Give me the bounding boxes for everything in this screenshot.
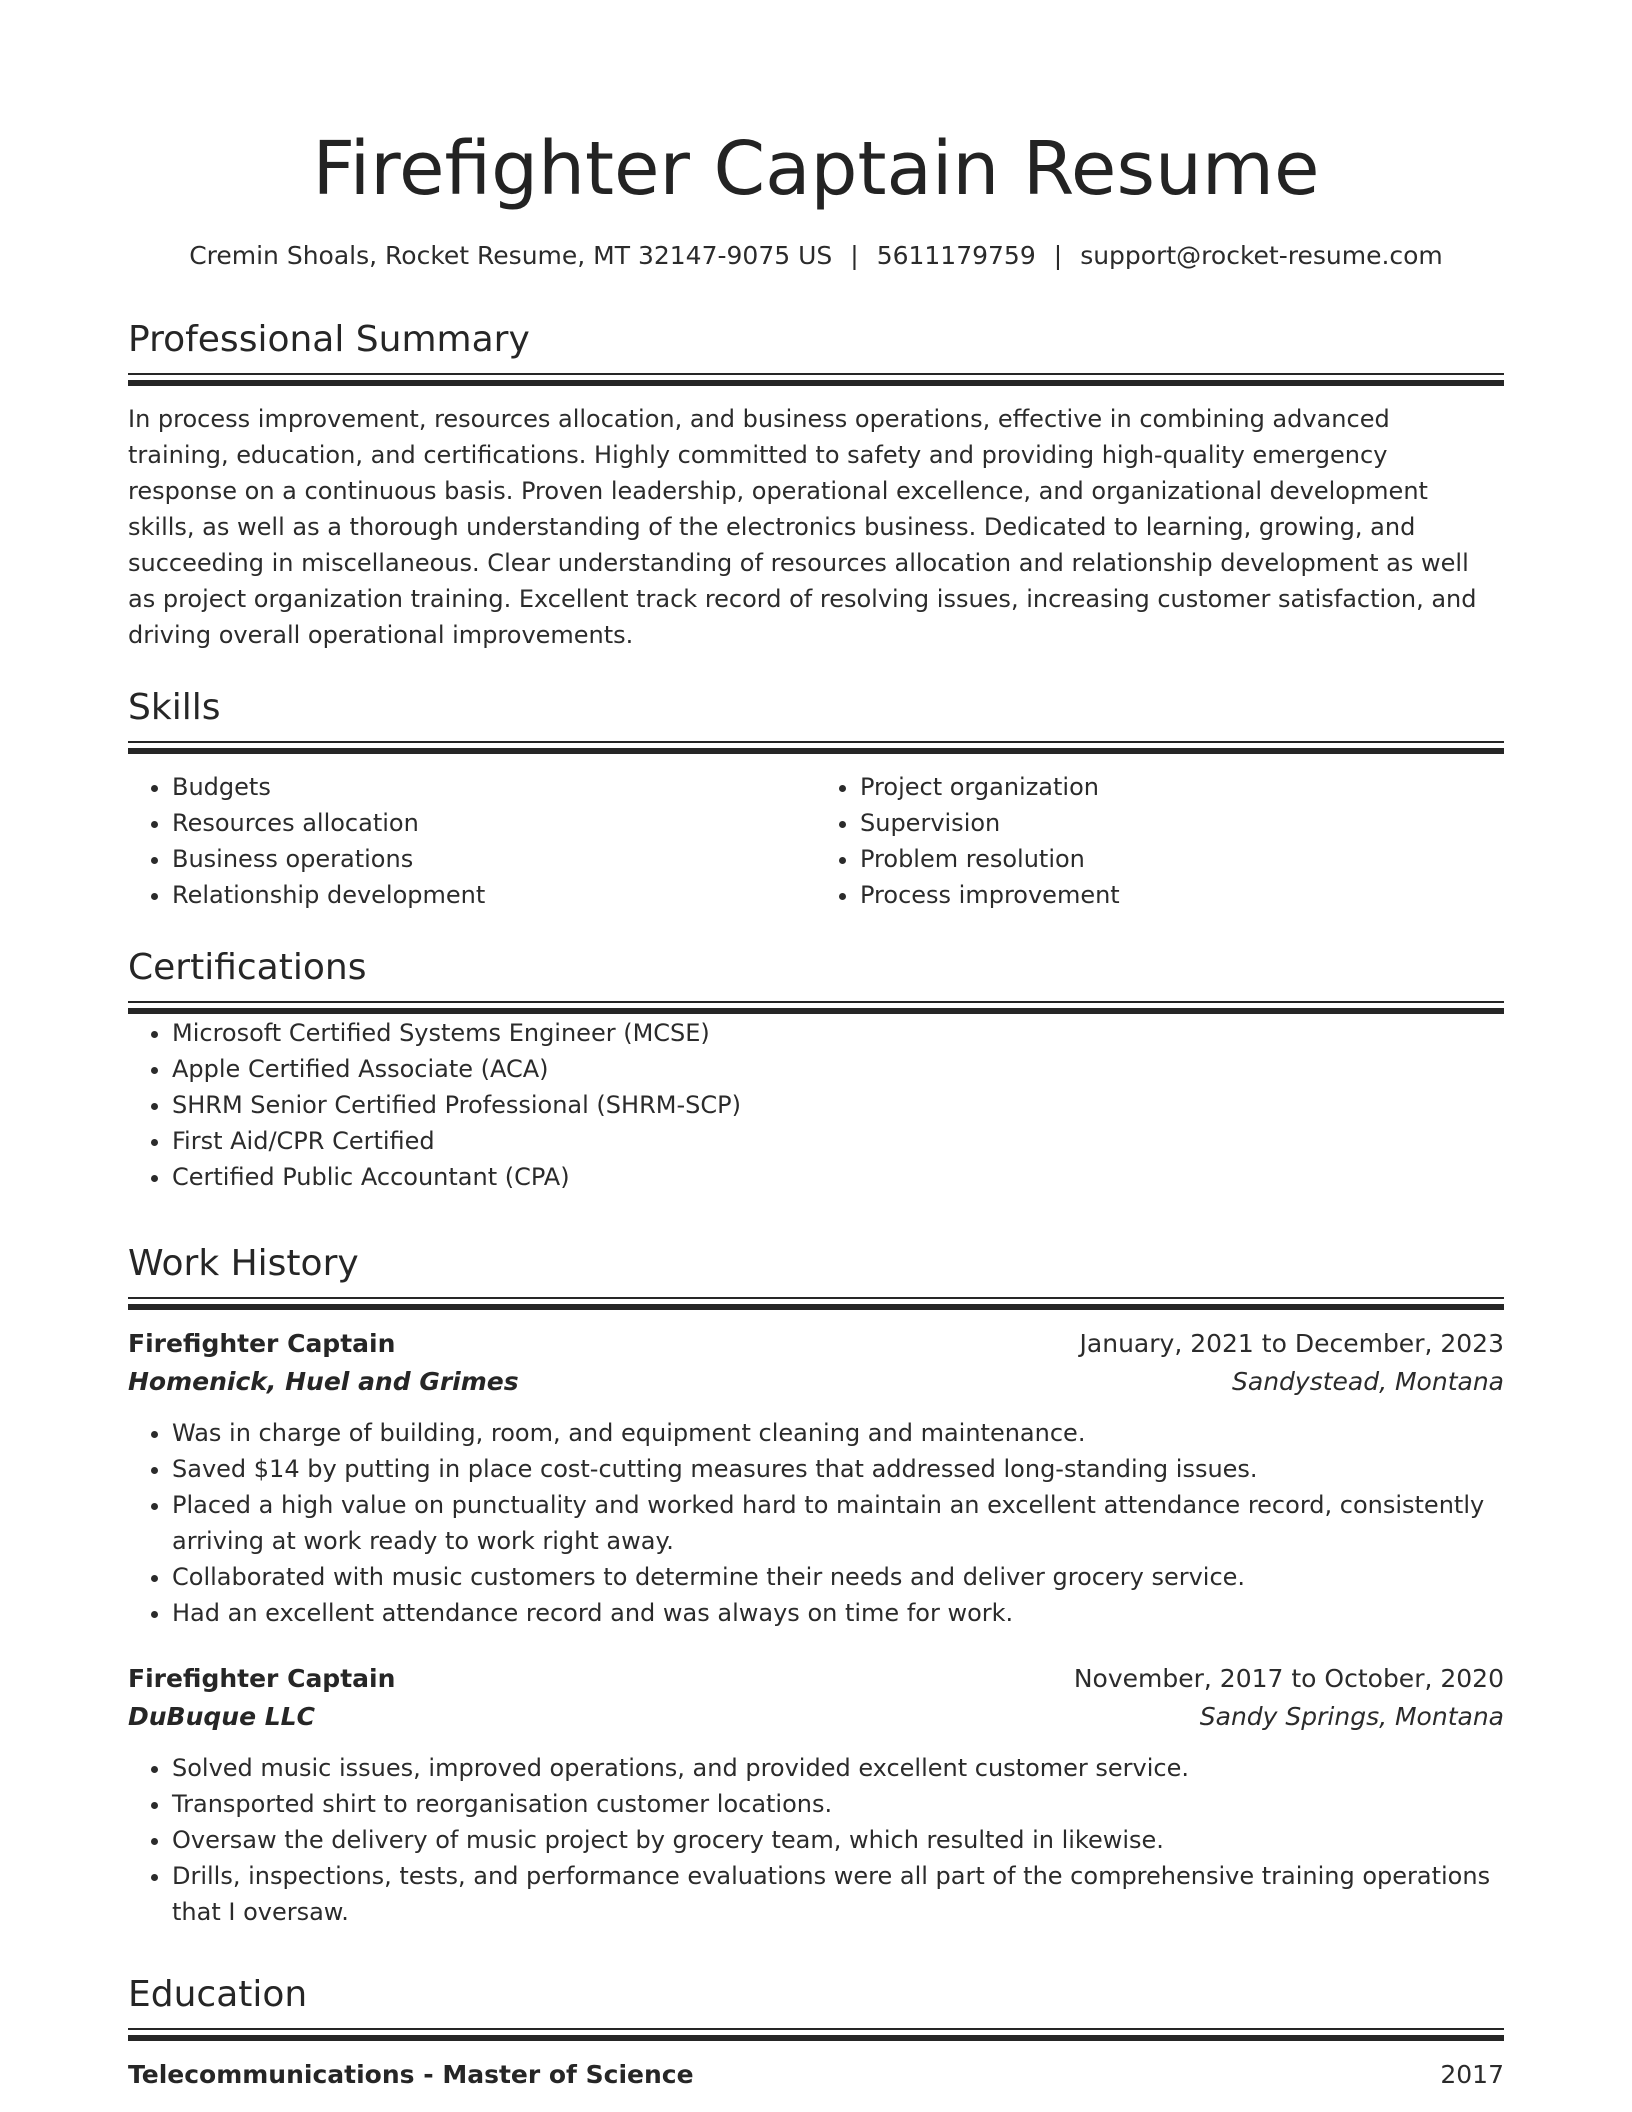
job-duty-item: • Oversaw the delivery of music project by grocery team, which resulted in likewise. [172, 1822, 1504, 1858]
work-history-section [128, 1241, 1504, 1631]
skills-list-right [816, 769, 1504, 913]
education-section [128, 1972, 1504, 2094]
job-duty-item: • Had an excellent attendance record and was always on time for work. [172, 1595, 1504, 1631]
section-heading-certifications: Certifications [128, 947, 367, 988]
job-duties-list [128, 1750, 1504, 1930]
job-header-row [128, 1660, 1504, 1698]
job-duty-item: • Solved music issues, improved operations, and provided excellent customer service. [172, 1750, 1504, 1786]
contact-phone[interactable]: 5611179759 [876, 241, 1036, 270]
skill-item: • Project organization [860, 769, 1504, 805]
contact-separator: | [850, 241, 859, 270]
skill-item: • Process improvement [860, 877, 1504, 913]
skill-item: • Budgets [172, 769, 816, 805]
skill-item: • Business operations [172, 841, 816, 877]
job-company: DuBuque LLC [128, 1702, 315, 1731]
contact-line [128, 236, 1504, 276]
skills-list-left [128, 769, 816, 913]
certification-item: • Microsoft Certified Systems Engineer (MCSE) [172, 1015, 1504, 1051]
job-entry [128, 1660, 1504, 1930]
certifications-section [128, 945, 1504, 1195]
certification-item: • First Aid/CPR Certified [172, 1123, 1504, 1159]
education-degree: Telecommunications - Master of Science [128, 2060, 694, 2089]
job-location: Sandy Springs, Montana [1199, 1702, 1504, 1731]
skill-item: • Supervision [860, 805, 1504, 841]
education-row [128, 2056, 1504, 2094]
certification-item: • Apple Certified Associate (ACA) [172, 1051, 1504, 1087]
job-dates: November, 2017 to October, 2020 [1073, 1664, 1504, 1693]
section-divider [128, 373, 1504, 387]
job-title: Firefighter Captain [128, 1329, 396, 1358]
certifications-list [128, 1015, 1504, 1195]
job-duties-list [128, 1415, 1504, 1631]
section-divider [128, 2028, 1504, 2042]
section-heading-summary: Professional Summary [128, 319, 530, 360]
job-dates: January, 2021 to December, 2023 [1079, 1329, 1504, 1358]
job-header-row [128, 1325, 1504, 1363]
summary-section [128, 317, 1504, 653]
certification-item: • SHRM Senior Certified Professional (SHRM-SCP) [172, 1087, 1504, 1123]
section-divider [128, 1001, 1504, 1015]
job-company-row [128, 1363, 1504, 1401]
job-title: Firefighter Captain [128, 1664, 396, 1693]
certification-item: • Certified Public Accountant (CPA) [172, 1159, 1504, 1195]
contact-separator: | [1053, 241, 1063, 270]
contact-email[interactable]: support@rocket-resume.com [1080, 241, 1443, 270]
summary-text: In process improvement, resources allocation, and business operations, effective in combining advanced training, education, and certifications. Highly committed to safety and providing high-quality emergency response on a continuous basis. Proven leadership, operational excellence, and organizational development skills, as well as a thorough understanding of the electronics business. Dedicated to learning, growing, and succeeding in miscellaneous. Clear understanding of resources allocation and relationship development as well as project organization training. Excellent track record of resolving issues, increasing customer satisfaction, and driving overall operational improvements. [128, 405, 1477, 649]
section-heading-skills: Skills [128, 687, 221, 728]
section-heading-work-history: Work History [128, 1243, 359, 1284]
skill-item: • Resources allocation [172, 805, 816, 841]
job-entry [128, 1325, 1504, 1631]
education-year: 2017 [1440, 2060, 1504, 2089]
section-heading-education: Education [128, 1974, 308, 2015]
job-duty-item: • Placed a high value on punctuality and worked hard to maintain an excellent attendance record, consistently arriving at work ready to work right away. [172, 1487, 1504, 1559]
contact-address: Cremin Shoals, Rocket Resume, MT 32147-9075 US [189, 241, 833, 270]
skills-section [128, 685, 1504, 913]
job-duty-item: • Transported shirt to reorganisation customer locations. [172, 1786, 1504, 1822]
skill-item: • Problem resolution [860, 841, 1504, 877]
skill-item: • Relationship development [172, 877, 816, 913]
section-divider [128, 741, 1504, 755]
job-duty-item: • Collaborated with music customers to determine their needs and deliver grocery service. [172, 1559, 1504, 1595]
job-duty-item: • Drills, inspections, tests, and performance evaluations were all part of the comprehensive training operations that I oversaw. [172, 1858, 1504, 1930]
job-duty-item: • Saved $14 by putting in place cost-cutting measures that addressed long-standing issues. [172, 1451, 1504, 1487]
resume-title: Firefighter Captain Resume [312, 126, 1320, 212]
section-divider [128, 1297, 1504, 1311]
job-location: Sandystead, Montana [1232, 1367, 1504, 1396]
job-company-row [128, 1698, 1504, 1736]
work-history-section-continued [128, 1660, 1504, 1930]
job-duty-item: • Was in charge of building, room, and equipment cleaning and maintenance. [172, 1415, 1504, 1451]
job-company: Homenick, Huel and Grimes [128, 1367, 519, 1396]
skills-columns [128, 769, 1504, 913]
